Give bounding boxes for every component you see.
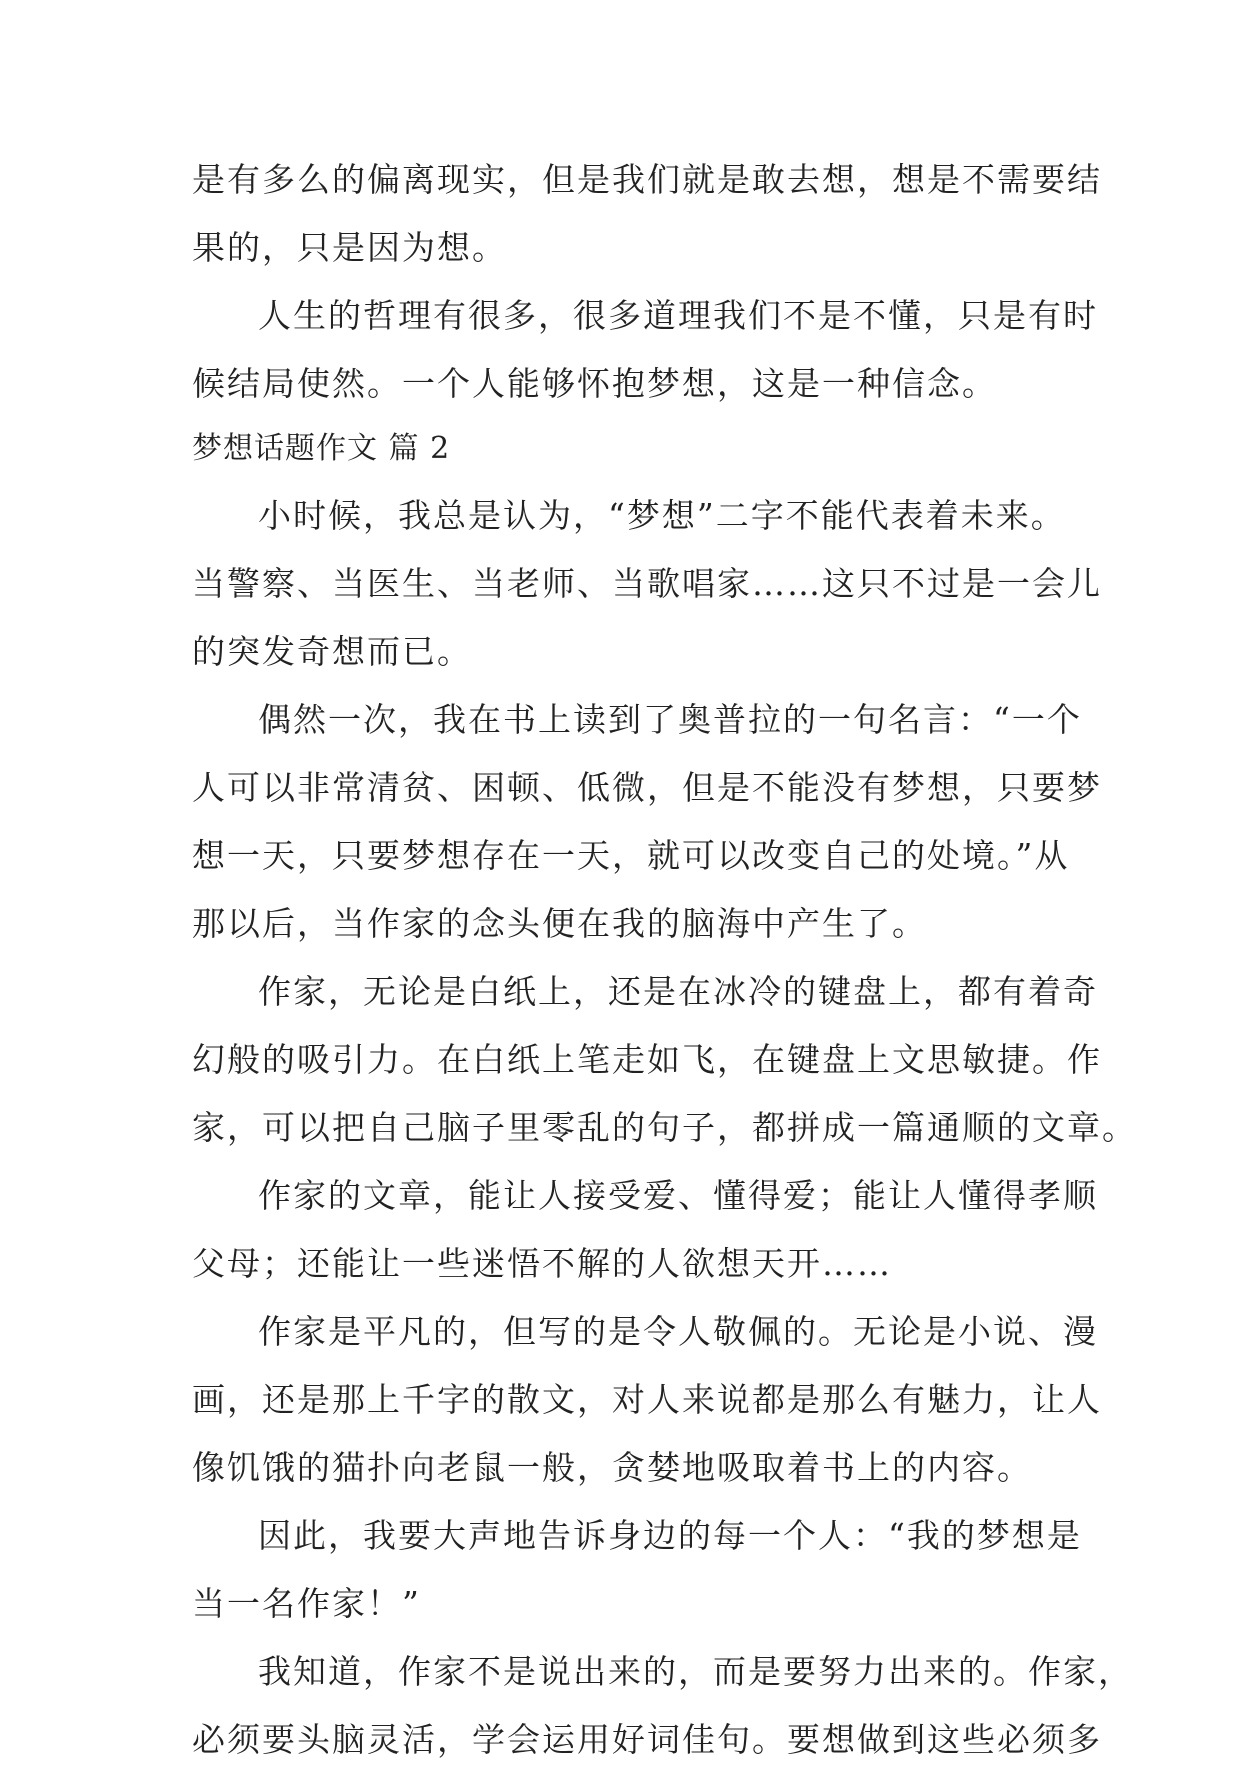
section-heading: 梦想话题作文 篇 2 <box>192 431 451 466</box>
text-line: 画，还是那上千字的散文，对人来说都是那么有魅力，让人 <box>192 1380 1102 1419</box>
text-line: 小时候，我总是认为，“梦想”二字不能代表着未来。 <box>258 496 1066 535</box>
text-line: 作家的文章，能让人接受爱、懂得爱；能让人懂得孝顺 <box>258 1176 1098 1215</box>
text-line: 果的，只是因为想。 <box>192 228 507 267</box>
text-line: 幻般的吸引力。在白纸上笔走如飞，在键盘上文思敏捷。作 <box>192 1040 1102 1079</box>
text-line: 像饥饿的猫扑向老鼠一般，贪婪地吸取着书上的内容。 <box>192 1448 1032 1487</box>
text-line: 的突发奇想而已。 <box>192 632 472 671</box>
text-line: 是有多么的偏离现实，但是我们就是敢去想，想是不需要结 <box>192 160 1102 199</box>
text-line: 父母；还能让一些迷悟不解的人欲想天开…… <box>192 1244 892 1283</box>
text-line: 想一天，只要梦想存在一天，就可以改变自己的处境。”从 <box>192 836 1070 875</box>
text-line: 因此，我要大声地告诉身边的每一个人：“我的梦想是 <box>258 1516 1082 1555</box>
text-line: 人可以非常清贫、困顿、低微，但是不能没有梦想，只要梦 <box>192 768 1102 807</box>
text-line: 当警察、当医生、当老师、当歌唱家……这只不过是一会儿 <box>192 564 1102 603</box>
text-line: 候结局使然。一个人能够怀抱梦想，这是一种信念。 <box>192 364 997 403</box>
text-line: 偶然一次，我在书上读到了奥普拉的一句名言：“一个 <box>258 700 1082 739</box>
text-line: 作家，无论是白纸上，还是在冰冷的键盘上，都有着奇 <box>258 972 1098 1011</box>
text-line: 家，可以把自己脑子里零乱的句子，都拼成一篇通顺的文章。 <box>192 1108 1137 1147</box>
text-line: 人生的哲理有很多，很多道理我们不是不懂，只是有时 <box>258 296 1098 335</box>
text-line: 我知道，作家不是说出来的，而是要努力出来的。作家， <box>258 1652 1133 1691</box>
text-line: 那以后，当作家的念头便在我的脑海中产生了。 <box>192 904 927 943</box>
text-line: 必须要头脑灵活，学会运用好词佳句。要想做到这些必须多 <box>192 1720 1102 1759</box>
document-body <box>192 155 1137 1783</box>
text-line: 当一名作家！” <box>192 1584 421 1623</box>
text-line: 作家是平凡的，但写的是令人敬佩的。无论是小说、漫 <box>258 1312 1098 1351</box>
